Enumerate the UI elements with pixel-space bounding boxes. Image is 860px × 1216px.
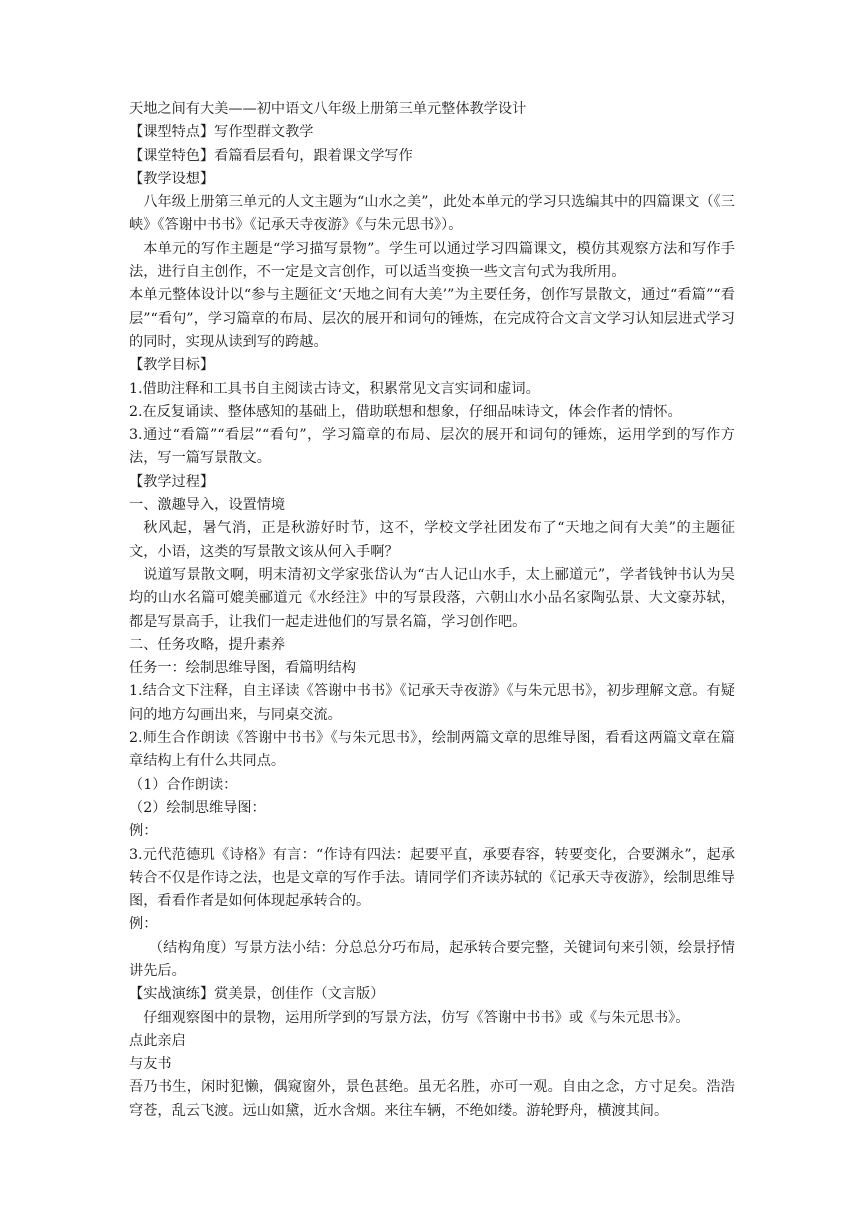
heading-teaching-idea: 【教学设想】 xyxy=(129,170,215,187)
task-1-item-3: 3.元代范德玑《诗格》有言：“作诗有四法：起要平直，承要春容，转要变化，合要渊永”，起承转合不仅是作诗之法，也是文章的写作手法。请同学们齐读苏轼的《记承天寺夜游》，绘制思维导图，看看作者是如何体现起承转合的。 xyxy=(129,846,735,910)
task-1-sub-1: （1）合作朗读： xyxy=(129,776,238,793)
heading-teaching-process: 【教学过程】 xyxy=(129,473,215,490)
task-1-heading: 任务一：绘制思维导图，看篇明结构 xyxy=(129,660,357,677)
goal-item-3: 3.通过“看篇”“看层”“看句”，学习篇章的布局、层次的展开和词句的锤炼，运用学到的写作方法，写一篇写景散文。 xyxy=(129,427,735,467)
idea-paragraph-2: 本单元的写作主题是“学习描写景物”。学生可以通过学习四篇课文，模仿其观察方法和写作手法，进行自主创作，不一定是文言创作，可以适当变换一些文言句式为我所用。 xyxy=(129,240,735,281)
practice-paragraph: 仔细观察图中的景物，运用所学到的写景方法，仿写《答谢中书书》或《与朱元思书》。 xyxy=(143,1009,690,1026)
letter-title: 与友书 xyxy=(129,1056,172,1073)
goal-item-1: 1.借助注释和工具书自主阅读古诗文，积累常见文言实词和虚词。 xyxy=(129,380,540,397)
section-1-heading: 一、激趣导入，设置情境 xyxy=(129,497,286,514)
goal-item-2: 2.在反复诵读、整体感知的基础上，借助联想和想象，仔细品味诗文，体会作者的情怀。 xyxy=(129,403,682,420)
example-label-2: 例： xyxy=(129,916,158,933)
open-link[interactable]: 点此亲启 xyxy=(129,1032,186,1049)
section-2-heading: 二、任务攻略，提升素养 xyxy=(129,636,286,653)
lesson-type: 【课型特点】写作型群文教学 xyxy=(129,124,314,141)
document-page xyxy=(129,98,735,1123)
practice-heading: 【实战演练】赏美景，创佳作（文言版） xyxy=(129,986,385,1003)
idea-paragraph-1: 八年级上册第三单元的人文主题为“山水之美”，此处本单元的学习只选编其中的四篇课文（《三峡》《答谢中书书》《记承天寺夜游》《与朱元思书》）。 xyxy=(129,194,735,234)
method-summary: （结构角度）写景方法小结：分总总分巧布局，起承转合要完整，关键词句来引领，绘景抒情讲先后。 xyxy=(129,939,735,979)
section-1-paragraph-1: 秋风起，暑气消，正是秋游好时节，这不，学校文学社团发布了“天地之间有大美”的主题征文，小语，这类的写景散文该从何入手啊？ xyxy=(129,520,735,560)
example-label-1: 例： xyxy=(129,823,158,840)
lesson-feature: 【课堂特色】看篇看层看句，跟着课文学写作 xyxy=(129,147,413,164)
letter-body: 吾乃书生，闲时犯懒，偶窥窗外，景色甚绝。虽无名胜，亦可一观。自由之念，方寸足矣。浩浩穹苍，乱云飞渡。远山如黛，近水含烟。来往车辆，不绝如缕。游轮野舟，横渡其间。 xyxy=(129,1079,735,1119)
task-1-item-1: 1.结合文下注释，自主译读《答谢中书书》《记承天寺夜游》《与朱元思书》，初步理解文意。有疑问的地方勾画出来，与同桌交流。 xyxy=(129,683,735,723)
doc-title: 天地之间有大美——初中语文八年级上册第三单元整体教学设计 xyxy=(129,101,527,117)
task-1-sub-2: （2）绘制思维导图： xyxy=(129,799,266,816)
section-1-paragraph-2: 说道写景散文啊，明末清初文学家张岱认为“古人记山水手，太上郦道元”，学者钱钟书认为吴均的山水名篇可媲美郦道元《水经注》中的写景段落，六朝山水小品名家陶弘景、大文豪苏轼，都是写景高手，让我们一起走进他们的写景名篇，学习创作吧。 xyxy=(129,566,735,630)
idea-paragraph-3: 本单元整体设计以“参与主题征文‘天地之间有大美’”为主要任务，创作写景散文，通过“看篇”“看层”“看句”，学习篇章的布局、层次的展开和词句的锤炼，在完成符合文言文学习认知层进式学习的同时，实现从读到写的跨越。 xyxy=(129,287,735,350)
heading-teaching-goals: 【教学目标】 xyxy=(129,357,215,374)
task-1-item-2: 2.师生合作朗读《答谢中书书》《与朱元思书》，绘制两篇文章的思维导图，看看这两篇文章在篇章结构上有什么共同点。 xyxy=(129,730,735,770)
